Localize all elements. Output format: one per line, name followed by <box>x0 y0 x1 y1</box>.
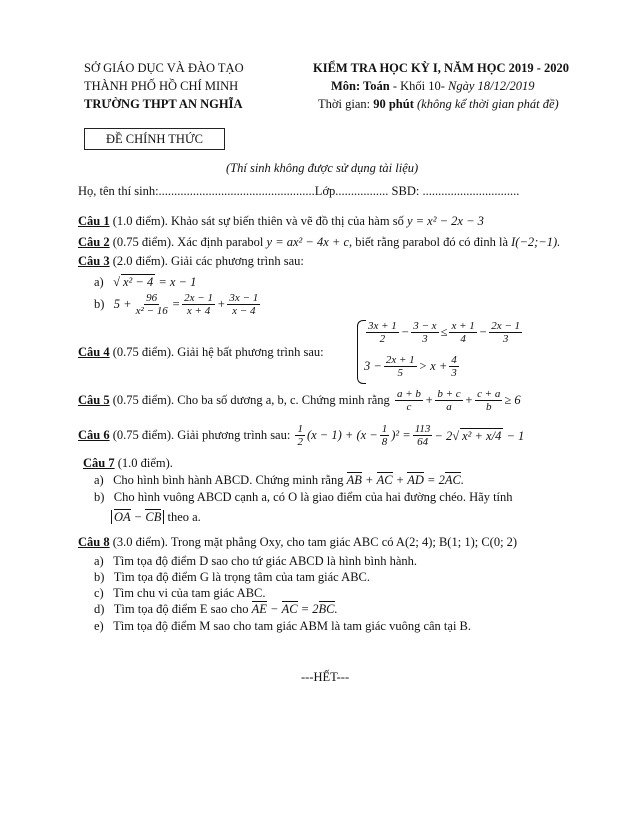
end-mark: ---HẾT--- <box>301 670 350 684</box>
question-8c: c) Tìm chu vi của tam giác ABC. <box>94 586 266 600</box>
question-3: Câu 3 (2.0 điểm). Giải các phương trình sau: <box>78 254 304 268</box>
question-3b: b) 5 + $\frac{96}{\text{x² − 16}}$ = $\frac{2x - 1}{x + 4}$ + $\frac{3x - 1}{x - 4}$ <box>94 292 259 317</box>
student-info-line: Họ, tên thí sinh:..................................................Lớp................. SBD: ............................... <box>78 184 520 198</box>
inequality-1: $\frac{3x + 1}{2}$ − $\frac{3 - x}{3}$ ≤ $\frac{x + 1}{4}$ − $\frac{2x - 1}{3}$ <box>368 320 520 345</box>
header-city: THÀNH PHỐ HỒ CHÍ MINH <box>84 79 239 93</box>
question-5: Câu 5 (0.75 điểm). Cho ba số dương a, b, c. Chứng minh rằng $\frac{a + b}{c}$ + $\frac{b + c}{a}$ + $\frac{c + a}{b}$ ≥ 6 <box>78 388 521 413</box>
exam-note: (Thí sinh không được sử dụng tài liệu) <box>226 161 419 175</box>
question-4: Câu 4 (0.75 điểm). Giải hệ bất phương trình sau: <box>78 345 324 359</box>
question-3a: a) √ x² − 4 = x − 1 <box>94 275 197 289</box>
question-7b-cont: OA − CB theo a. <box>111 510 201 525</box>
question-2: Câu 2 (0.75 điểm). Xác định parabol y = ax² − 4x + c, biết rằng parabol đó có đỉnh là I(−2;−1). <box>78 235 561 249</box>
question-6: Câu 6 (0.75 điểm). Giải phương trình sau: $\frac{1}{2}$ (x − 1) + (x − $\frac{1}{8}$ )² = $\frac{113}{64}$ − 2√ x² + x/4 − 1 <box>78 423 525 448</box>
question-8d: d) Tìm tọa độ điểm E sao cho AE − AC = 2BC. <box>94 602 338 616</box>
exam-title: KIỂM TRA HỌC KỲ I, NĂM HỌC 2019 - 2020 <box>313 61 570 75</box>
question-1: Câu 1 (1.0 điểm). Khảo sát sự biến thiên và vẽ đồ thị của hàm số y = x² − 2x − 3 <box>78 214 484 228</box>
header-school: TRƯỜNG THPT AN NGHĨA <box>84 97 243 111</box>
question-7a: a) Cho hình bình hành ABCD. Chứng minh rằng AB + AC + AD = 2AC. <box>94 473 464 487</box>
question-8b: b) Tìm tọa độ điểm G là trọng tâm của tam giác ABC. <box>94 570 370 584</box>
question-8e: e) Tìm tọa độ điểm M sao cho tam giác ABM là tam giác vuông cân tại B. <box>94 619 472 633</box>
question-7: Câu 7 (1.0 điểm). <box>83 456 173 470</box>
inequality-2: 3 − $\frac{2x + 1}{5}$ > x + $\frac{4}{3}$ <box>364 354 457 379</box>
question-8a: a) Tìm tọa độ điểm D sao cho tứ giác ABCD là hình bình hành. <box>94 554 418 568</box>
header-dept: SỞ GIÁO DỤC VÀ ĐÀO TẠO <box>84 61 244 75</box>
question-8: Câu 8 (3.0 điểm). Trong mặt phẳng Oxy, cho tam giác ABC có A(2; 4); B(1; 1); C(0; 2) <box>78 535 518 549</box>
official-label: ĐỀ CHÍNH THỨC <box>84 128 225 150</box>
question-7b: b) Cho hình vuông ABCD cạnh a, có O là giao điểm của hai đường chéo. Hãy tính <box>94 490 513 504</box>
exam-time: Thời gian: 90 phút (không kể thời gian phát đề) <box>318 97 559 111</box>
exam-subject: Môn: Toán - Khối 10- Ngày 18/12/2019 <box>331 79 535 93</box>
